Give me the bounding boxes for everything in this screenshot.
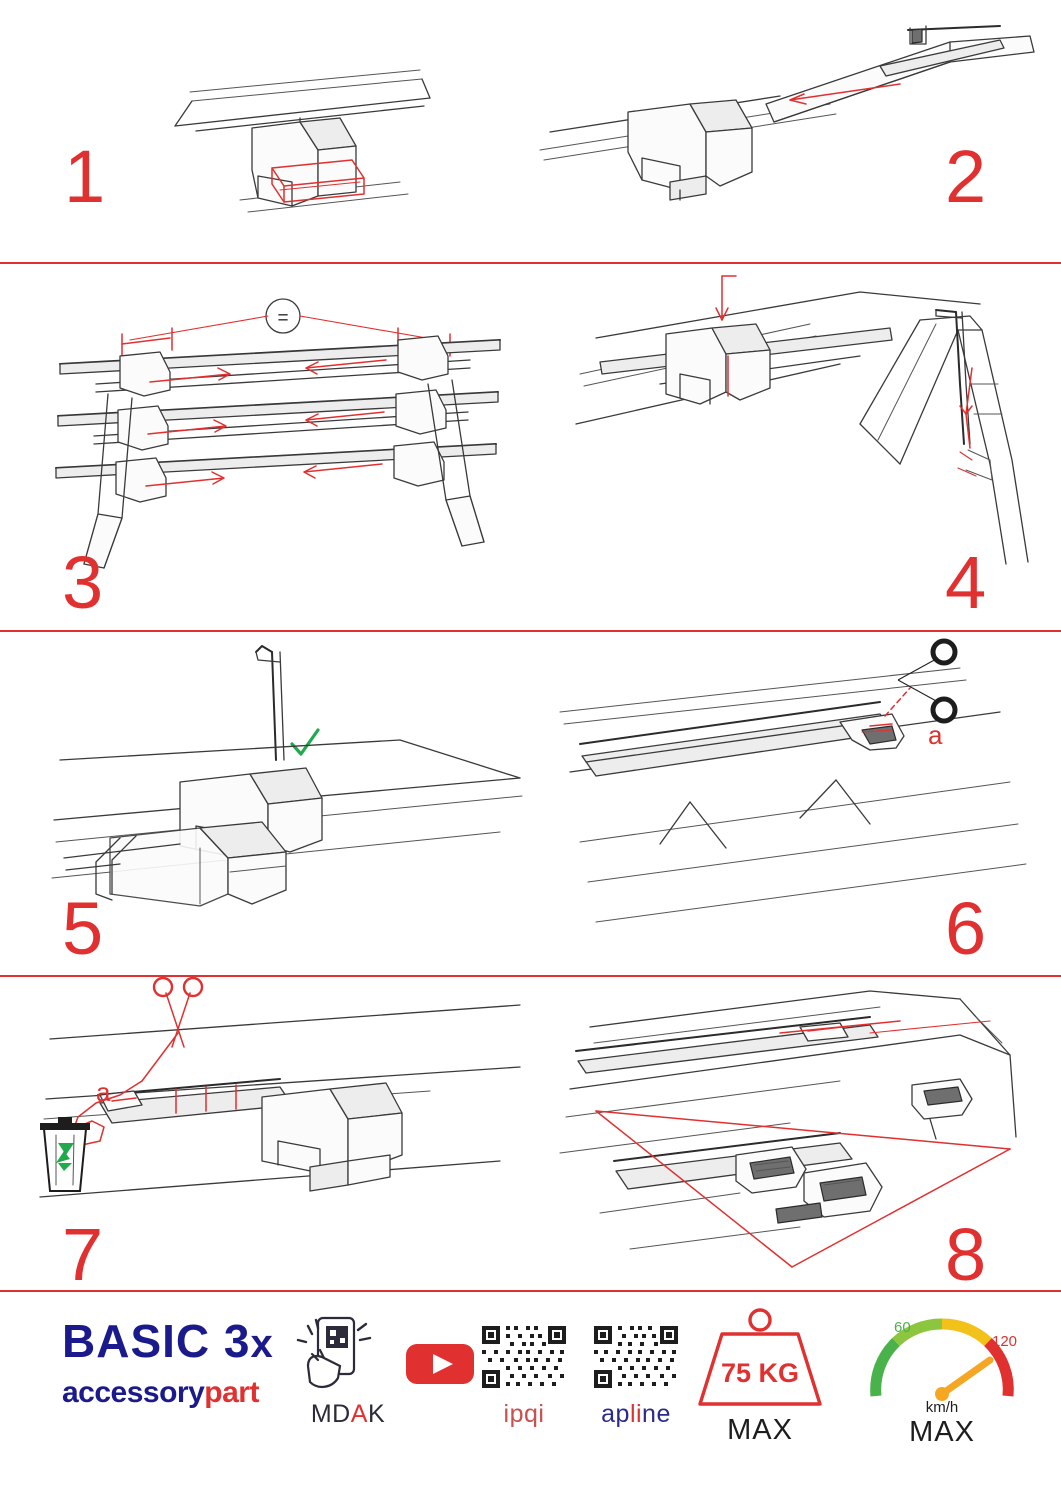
footer bbox=[0, 1290, 1061, 1500]
brand-subtitle-second: part bbox=[204, 1376, 259, 1409]
logo-apline-label: apline bbox=[601, 1400, 671, 1428]
logo-mdak-label: MDAK bbox=[310, 1400, 386, 1428]
brand-title-suffix: x bbox=[250, 1322, 274, 1366]
step-1-illustration bbox=[0, 0, 530, 262]
max-load-caption: MAX bbox=[727, 1414, 793, 1446]
speed-tick-high: 120 bbox=[992, 1333, 1018, 1350]
step-6-number: 6 bbox=[945, 887, 985, 970]
scissors-icon-step7 bbox=[142, 978, 202, 1081]
label-a-step6: a bbox=[928, 720, 943, 750]
weight-icon bbox=[660, 1304, 860, 1414]
scissors-icon-step6 bbox=[898, 641, 955, 721]
step-2-number: 2 bbox=[945, 135, 985, 218]
speedometer-icon bbox=[852, 1298, 1032, 1416]
step-1-number: 1 bbox=[64, 135, 104, 218]
brand-subtitle-first: accessory bbox=[62, 1376, 205, 1409]
phone-qr-scan-icon bbox=[288, 1314, 408, 1400]
recycle-bin-icon bbox=[40, 1117, 90, 1191]
step-4-illustration bbox=[560, 264, 1061, 630]
speed-unit: km/h bbox=[925, 1399, 959, 1416]
brand-title-main: BASIC 3 bbox=[62, 1315, 251, 1367]
max-load-value: 75 KG bbox=[720, 1358, 800, 1388]
logo-ipqi-label: ipqi bbox=[503, 1400, 545, 1428]
brand-title bbox=[62, 1315, 274, 1367]
logo-mdak[interactable] bbox=[288, 1314, 408, 1429]
qr-code-icon-ipqi bbox=[470, 1320, 578, 1400]
max-speed-caption: MAX bbox=[909, 1416, 975, 1448]
brand-block bbox=[62, 1315, 274, 1409]
label-a-step7: a bbox=[96, 1077, 111, 1107]
brand-subtitle bbox=[62, 1378, 274, 1408]
svg-text:=: = bbox=[277, 308, 289, 329]
step-7-number: 7 bbox=[62, 1213, 102, 1296]
step-2-illustration bbox=[530, 0, 1061, 262]
step-5-number: 5 bbox=[62, 887, 102, 970]
max-load-block bbox=[660, 1304, 860, 1447]
step-4-number: 4 bbox=[945, 541, 985, 624]
logo-ipqi[interactable] bbox=[470, 1320, 578, 1429]
speed-tick-low: 60 bbox=[894, 1319, 911, 1336]
step-3-number: 3 bbox=[62, 541, 102, 624]
step-8-number: 8 bbox=[945, 1213, 985, 1296]
max-speed-block bbox=[852, 1298, 1032, 1449]
